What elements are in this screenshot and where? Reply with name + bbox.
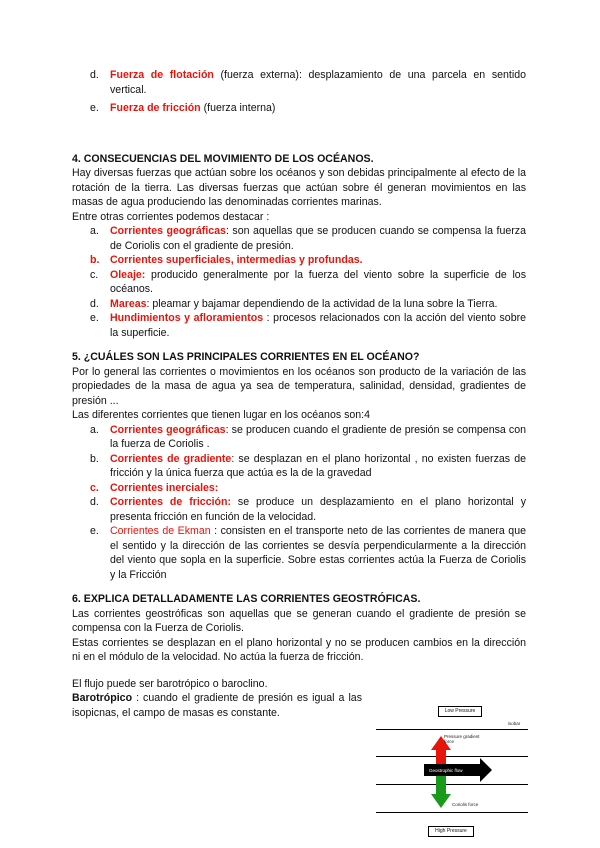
paragraph: Hay diversas fuerzas que actúan sobre los océanos y son debidas principalmente al efecto de la rotación de la tierra. Las diversas fuerzas que actúan sobre él generan movimientos en las masas de agua produciendo las denominadas corrientes marinas.: [72, 167, 526, 208]
flow-label: Geostrophic flow: [429, 768, 463, 773]
item-text: : se desplazan en el plano horizontal , no existen fuerzas de fricción y la única fuerza que actúa es la de la gravedad: [110, 452, 526, 479]
list-item: [72, 311, 526, 340]
term: Corrientes de Ekman: [110, 525, 211, 537]
paragraph: Por lo general las corrientes o movimientos en los océanos son producto de la variación de las propiedades de la masa de agua ya sea de temperatura, salinidad, densidad, gradientes de presión ...: [72, 365, 526, 407]
term: Oleaje:: [110, 268, 146, 281]
isobar-label: isobar: [508, 721, 521, 726]
list-marker: e.: [90, 312, 99, 324]
item-text: se produce un desplazamiento en el plano horizontal y presenta fricción en función de la velocidad.: [110, 496, 526, 523]
geostrophic-diagram: [372, 702, 532, 848]
list-item: [72, 481, 526, 496]
list-marker: c.: [90, 481, 99, 494]
paragraph: Entre otras corrientes podemos destacar :: [72, 210, 270, 223]
list-item: [72, 297, 526, 312]
term: Corrientes de gradiente: [110, 452, 232, 465]
list-marker: b.: [90, 452, 99, 465]
paragraph: Las corrientes geostróficas son aquellas que se generan cuando el gradiente de presión se compensa con la Fuerza de Coriolis.: [72, 607, 526, 634]
list-item: [72, 423, 526, 452]
list-marker: c.: [90, 268, 99, 281]
coriolis-arrow: [431, 772, 451, 808]
term: Corrientes geográficas: [110, 423, 226, 436]
list-marker: b.: [90, 254, 100, 266]
pgf-label: Pressure gradient force: [444, 734, 480, 744]
term: Barotrópico: [72, 692, 133, 704]
list-marker: e.: [90, 525, 99, 537]
item-text: : procesos relacionados con la acción del viento sobre la superficie.: [110, 312, 527, 339]
section-heading: 4. CONSECUENCIAS DEL MOVIMIENTO DE LOS OCÉANOS.: [72, 152, 374, 165]
list-marker: a.: [90, 423, 99, 436]
high-pressure-label: High Pressure: [428, 826, 474, 837]
term: Fuerza de flotación: [110, 69, 214, 81]
paragraph: Estas corrientes se desplazan en el plano horizontal y no se producen cambios en la dirección ni en el módulo de la velocidad. No actúa la fuerza de fricción.: [72, 636, 526, 663]
list-item: [72, 101, 526, 116]
list-marker: d.: [90, 496, 99, 508]
item-text: : pleamar y bajamar dependiendo de la actividad de la luna sobre la Tierra.: [146, 297, 498, 310]
term: Corrientes superficiales, intermedias y profundas.: [110, 254, 363, 266]
section-heading: 6. EXPLICA DETALLADAMENTE LAS CORRIENTES GEOSTRÓFICAS.: [72, 593, 421, 605]
paragraph: El flujo puede ser barotrópico o baroclino.: [72, 677, 268, 690]
paragraph: Las diferentes corrientes que tienen lugar en los océanos son:4: [72, 409, 370, 421]
list-marker: d.: [90, 297, 99, 310]
paragraph-text: : cuando el gradiente de presión es igual a las isopicnas, el campo de masas es constante.: [72, 692, 362, 719]
low-pressure-label: Low Pressure: [438, 706, 482, 717]
list-item: [72, 268, 526, 297]
list-item: [72, 524, 526, 582]
term: Corrientes de fricción:: [110, 496, 231, 508]
item-text: (fuerza interna): [200, 102, 276, 114]
term: Corrientes inerciales:: [110, 481, 219, 494]
paragraph: [72, 691, 362, 720]
list-item: [72, 253, 526, 268]
item-text: (fuerza externa): desplazamiento de una parcela en sentido vertical.: [110, 69, 526, 96]
term: Hundimientos y afloramientos: [110, 312, 264, 324]
list-item: [72, 224, 526, 253]
coriolis-label: Coriolis force: [452, 802, 479, 807]
item-text: : se producen cuando el gradiente de presión se compensa con la fuerza de Coriolis .: [110, 423, 526, 450]
term: Corrientes geográficas: [110, 225, 226, 237]
list-item: [72, 495, 526, 524]
document-page: [72, 68, 526, 720]
list-item: [72, 452, 526, 481]
list-item: [72, 68, 526, 97]
list-marker: d.: [90, 69, 99, 81]
list-marker: e.: [90, 102, 99, 114]
list-marker: a.: [90, 225, 99, 237]
term: Fuerza de fricción: [110, 102, 201, 114]
item-text: : consisten en el transporte neto de las corrientes de manera que el sentido y la dirección de las corrientes se desvía perpendicularmente a la dirección del viento que sopla en la superficie. Sobre estas corrientes actúa la Fuerza de Coriolis y la Fricción: [110, 525, 526, 581]
item-text: : son aquellas que se producen cuando se compensa la fuerza de Coriolis con el gradiente de presión.: [110, 225, 526, 252]
item-text: producido generalmente por la fuerza del viento sobre la superficie de los océanos.: [110, 268, 526, 295]
term: Mareas: [110, 297, 147, 310]
section-heading: 5. ¿CUÁLES SON LAS PRINCIPALES CORRIENTES EN EL OCÉANO?: [72, 351, 420, 363]
